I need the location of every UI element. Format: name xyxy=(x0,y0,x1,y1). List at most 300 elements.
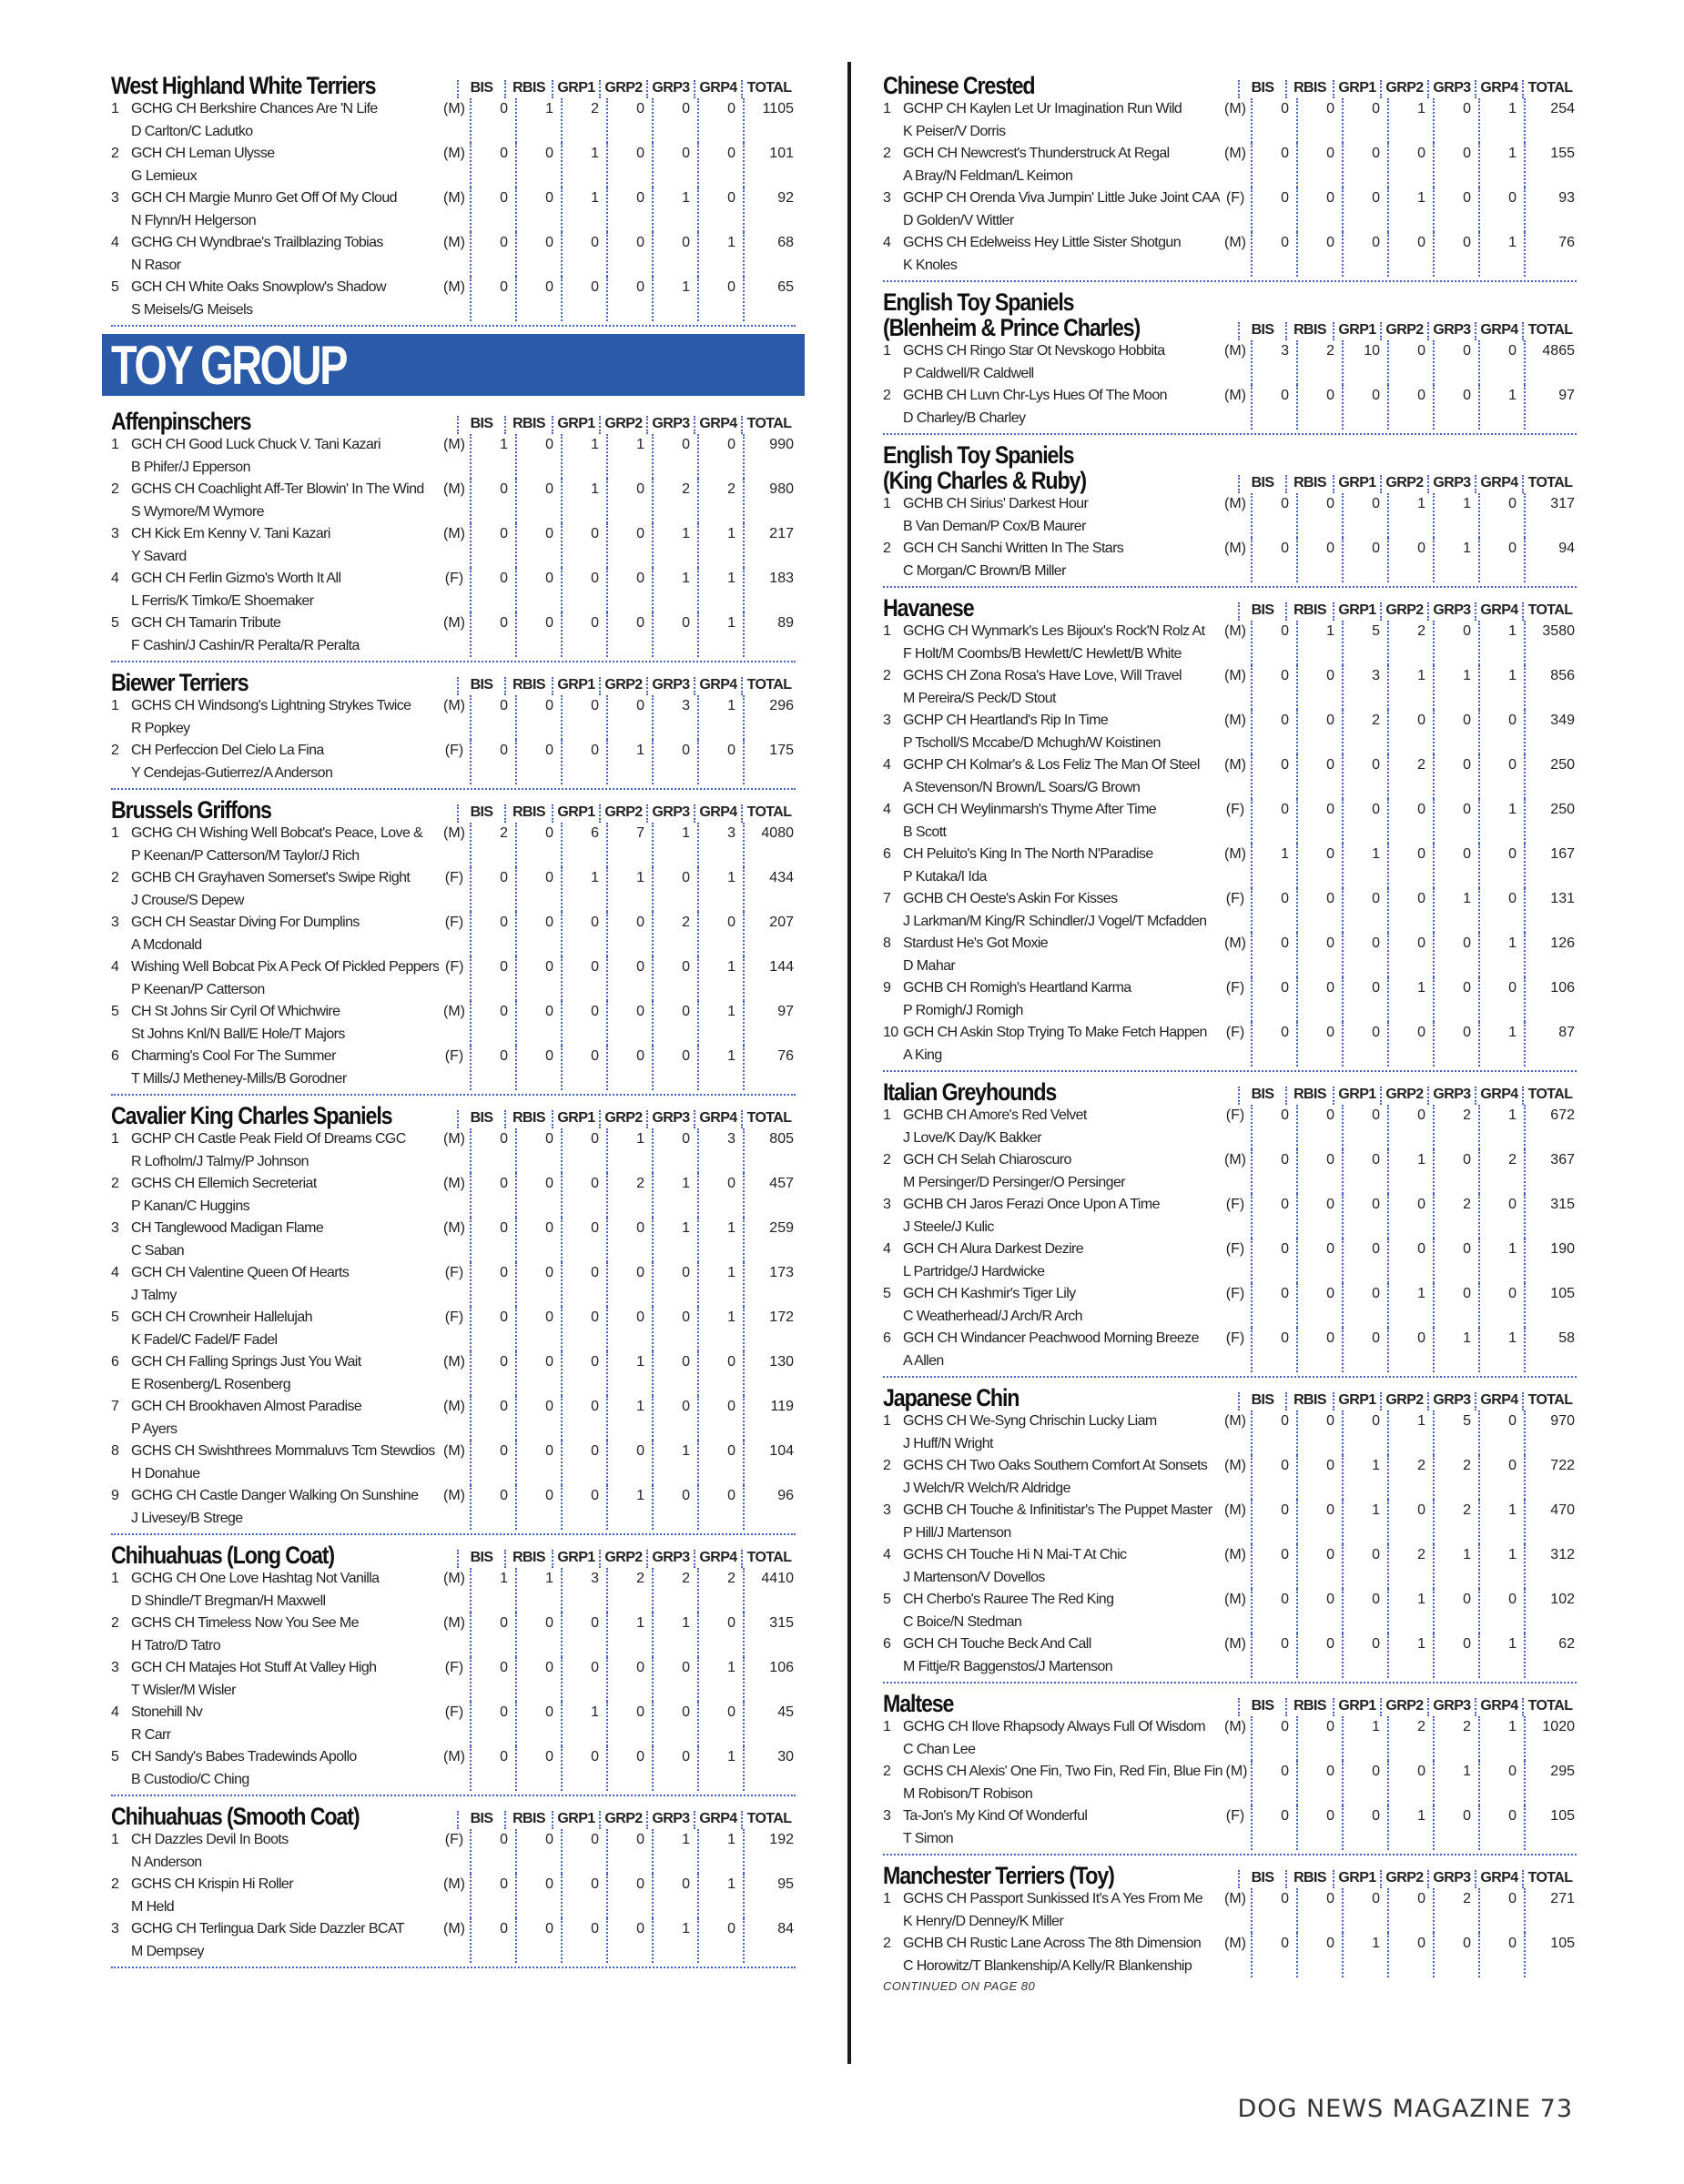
entry-row xyxy=(883,754,1577,799)
stat-rbis: 0 xyxy=(515,1829,561,1874)
dog-name: GCH CH Ferlin Gizmo's Worth It All xyxy=(131,571,341,586)
stat-header-total: TOTAL xyxy=(741,1811,796,1829)
stat-grp4: 0 xyxy=(1478,1933,1524,1977)
stat-header-grp1: GRP1 xyxy=(552,1110,599,1128)
stat-grp3: 1 xyxy=(652,1613,697,1657)
stat-cells xyxy=(1251,933,1577,977)
stat-grp3: 1 xyxy=(652,1173,697,1218)
entry-rank: 3 xyxy=(883,713,891,728)
stat-total: 457 xyxy=(743,1173,796,1218)
dog-name: GCHB CH Grayhaven Somerset's Swipe Right xyxy=(131,870,411,885)
stat-grp2: 2 xyxy=(1387,1716,1433,1761)
stat-header-rbis: RBIS xyxy=(504,80,552,98)
stat-total: 672 xyxy=(1524,1105,1577,1149)
stat-bis: 0 xyxy=(470,479,515,523)
owners: P Ayers xyxy=(131,1421,178,1437)
entry-row xyxy=(883,1105,1577,1149)
stat-header-total: TOTAL xyxy=(1522,475,1577,493)
stat-grp4: 0 xyxy=(1478,1194,1524,1239)
stat-grp3: 2 xyxy=(652,479,697,523)
stat-header-grp2: GRP2 xyxy=(1380,80,1427,98)
entry-rank: 7 xyxy=(883,891,891,906)
stat-total: 84 xyxy=(743,1918,796,1963)
stat-grp1: 0 xyxy=(561,1307,606,1351)
stat-header-grp4: GRP4 xyxy=(694,804,741,823)
stat-header-grp1: GRP1 xyxy=(1333,602,1380,621)
dog-name: GCHB CH Rustic Lane Across The 8th Dimension xyxy=(903,1936,1202,1951)
entry-rank: 6 xyxy=(111,1048,119,1064)
entry-row xyxy=(111,1657,796,1702)
dog-name: GCH CH White Oaks Snowplow's Shadow xyxy=(131,279,386,295)
stat-grp4: 1 xyxy=(697,523,743,568)
stat-grp2: 2 xyxy=(1387,621,1433,665)
stat-headers xyxy=(457,1550,796,1568)
dog-name: GCHS CH Timeless Now You See Me xyxy=(131,1615,359,1631)
entry-row xyxy=(111,867,796,912)
stat-header-grp1: GRP1 xyxy=(552,416,599,434)
owners: S Meisels/G Meisels xyxy=(131,301,253,318)
owners: N Flynn/H Helgerson xyxy=(131,212,257,228)
stat-cells xyxy=(470,1218,796,1262)
dog-name: GCHB CH Luvn Chr-Lys Hues Of The Moon xyxy=(903,388,1167,403)
sex: (M) xyxy=(443,437,465,452)
stat-header-rbis: RBIS xyxy=(1285,602,1333,621)
dog-name: GCHP CH Castle Peak Field Of Dreams CGC xyxy=(131,1131,406,1147)
sex: (M) xyxy=(1224,496,1246,511)
stat-grp3: 0 xyxy=(1433,710,1478,754)
entry-line xyxy=(111,277,439,299)
stat-grp1: 0 xyxy=(1342,187,1387,232)
stat-cells xyxy=(470,1829,796,1874)
entry-main xyxy=(883,1888,1220,1933)
dog-name: GCH CH Weylinmarsh's Thyme After Time xyxy=(903,802,1157,817)
stat-grp4: 1 xyxy=(1478,1328,1524,1372)
stat-grp3: 0 xyxy=(1433,232,1478,277)
stat-grp1: 0 xyxy=(1342,493,1387,538)
sex: (M) xyxy=(443,1399,465,1414)
stat-bis: 0 xyxy=(1251,493,1296,538)
stat-rbis: 0 xyxy=(515,823,561,867)
stat-rbis: 0 xyxy=(1296,143,1342,187)
stat-rbis: 0 xyxy=(1296,1500,1342,1544)
stat-header-bis: BIS xyxy=(1238,1698,1285,1716)
stat-grp2: 0 xyxy=(606,143,652,187)
entry-rank: 3 xyxy=(111,1660,119,1675)
stat-grp2: 0 xyxy=(1387,143,1433,187)
stat-total: 95 xyxy=(743,1874,796,1918)
stat-grp2: 1 xyxy=(1387,1149,1433,1194)
entry-rank: 2 xyxy=(883,668,891,683)
stat-rbis: 0 xyxy=(515,479,561,523)
sex: (F) xyxy=(445,959,464,975)
entry-main xyxy=(111,1262,439,1307)
stat-grp1: 1 xyxy=(1342,1500,1387,1544)
entry-rank: 3 xyxy=(111,1921,119,1936)
breed-title xyxy=(111,1804,409,1829)
owners: F Holt/M Coombs/B Hewlett/C Hewlett/B White xyxy=(903,645,1182,662)
entry-line xyxy=(111,1218,439,1240)
owners: F Cashin/J Cashin/R Peralta/R Peralta xyxy=(131,637,360,653)
entry-line xyxy=(883,1888,1220,1911)
entry-row xyxy=(111,1307,796,1351)
stat-grp4: 1 xyxy=(697,232,743,277)
stat-cells xyxy=(470,1657,796,1702)
stat-rbis: 0 xyxy=(515,568,561,612)
stat-total: 94 xyxy=(1524,538,1577,582)
stat-bis: 0 xyxy=(470,1218,515,1262)
stat-total: 4080 xyxy=(743,823,796,867)
stat-bis: 0 xyxy=(1251,1500,1296,1544)
stat-grp4: 1 xyxy=(697,612,743,657)
stat-rbis: 0 xyxy=(1296,385,1342,430)
stat-grp1: 0 xyxy=(1342,232,1387,277)
stat-grp2: 1 xyxy=(1387,1283,1433,1328)
stat-header-bis: BIS xyxy=(1238,475,1285,493)
stat-grp3: 1 xyxy=(652,523,697,568)
entry-rank: 6 xyxy=(883,846,891,862)
stat-bis: 0 xyxy=(470,1262,515,1307)
stat-grp2: 0 xyxy=(1387,1888,1433,1933)
entry-rank: 2 xyxy=(111,743,119,758)
stat-grp2: 1 xyxy=(1387,1633,1433,1678)
stat-header-grp4: GRP4 xyxy=(694,1550,741,1568)
owners: T Wisler/M Wisler xyxy=(131,1682,236,1698)
stat-bis: 0 xyxy=(1251,1761,1296,1805)
stat-cells xyxy=(1251,1455,1577,1500)
owners: P Kutaka/I Ida xyxy=(903,868,987,885)
entry-line xyxy=(111,823,439,845)
stat-grp3: 0 xyxy=(1433,187,1478,232)
stat-header-rbis: RBIS xyxy=(504,1550,552,1568)
stat-header-grp3: GRP3 xyxy=(1427,602,1475,621)
stat-grp1: 0 xyxy=(561,612,606,657)
stat-header-bis: BIS xyxy=(457,804,504,823)
dog-name: GCH CH Kashmir's Tiger Lily xyxy=(903,1286,1076,1301)
entry-main xyxy=(883,1633,1220,1678)
stat-headers xyxy=(457,416,796,434)
stat-total: 167 xyxy=(1524,844,1577,888)
stat-grp4: 0 xyxy=(1478,710,1524,754)
breed-section xyxy=(111,670,796,790)
entry-row xyxy=(111,1746,796,1791)
stat-bis: 0 xyxy=(1251,143,1296,187)
stat-total: 62 xyxy=(1524,1633,1577,1678)
owners: N Anderson xyxy=(131,1854,202,1870)
stat-grp3: 1 xyxy=(1433,1544,1478,1589)
stat-cells xyxy=(1251,1888,1577,1933)
sex: (M) xyxy=(443,1749,465,1764)
dog-name: GCHS CH Zona Rosa's Have Love, Will Travel xyxy=(903,668,1182,683)
stat-bis: 0 xyxy=(470,867,515,912)
stat-rbis: 0 xyxy=(1296,1194,1342,1239)
stat-header-grp4: GRP4 xyxy=(694,677,741,695)
dog-name: CH Perfeccion Del Cielo La Fina xyxy=(131,743,324,758)
entry-row xyxy=(883,888,1577,933)
entry-main xyxy=(883,1194,1220,1239)
stat-grp3: 0 xyxy=(1433,1805,1478,1850)
sex: (F) xyxy=(444,870,464,885)
entry-line xyxy=(111,143,439,166)
stat-headers xyxy=(1238,475,1577,493)
entry-line xyxy=(111,1657,439,1680)
entry-main xyxy=(111,867,439,912)
sex: (F) xyxy=(1225,1808,1245,1824)
stat-bis: 0 xyxy=(470,523,515,568)
stat-bis: 0 xyxy=(470,612,515,657)
stat-grp3: 1 xyxy=(652,1218,697,1262)
sex: (M) xyxy=(1224,235,1246,250)
stat-grp4: 1 xyxy=(1478,1105,1524,1149)
stat-grp1: 0 xyxy=(1342,1633,1387,1678)
owners: T Mills/J Metheney-Mills/B Gorodner xyxy=(131,1070,347,1087)
sex: (F) xyxy=(1225,1025,1245,1040)
breed-title xyxy=(883,73,1188,98)
stat-grp1: 0 xyxy=(1342,1194,1387,1239)
breed-header xyxy=(883,73,1577,98)
sex: (M) xyxy=(1224,1502,1246,1518)
stat-header-total: TOTAL xyxy=(1522,322,1577,340)
stat-header-grp3: GRP3 xyxy=(646,1811,694,1829)
stat-header-rbis: RBIS xyxy=(504,677,552,695)
stat-total: 3580 xyxy=(1524,621,1577,665)
stat-grp2: 0 xyxy=(606,1262,652,1307)
dog-name: GCHG CH Wyndbrae's Trailblazing Tobias xyxy=(131,235,383,250)
entry-main xyxy=(111,1046,439,1090)
entry-main xyxy=(111,479,439,523)
entry-main xyxy=(111,1874,439,1918)
stat-grp1: 0 xyxy=(1342,888,1387,933)
stat-cells xyxy=(470,232,796,277)
stat-grp1: 1 xyxy=(561,867,606,912)
stat-grp2: 1 xyxy=(1387,665,1433,710)
stat-total: 106 xyxy=(743,1657,796,1702)
entry-main xyxy=(111,1568,439,1613)
stat-header-grp3: GRP3 xyxy=(646,416,694,434)
breed-section xyxy=(883,1079,1577,1378)
entry-main xyxy=(883,754,1220,799)
entry-line xyxy=(111,187,439,210)
stat-header-grp1: GRP1 xyxy=(552,1550,599,1568)
stat-header-grp4: GRP4 xyxy=(694,416,741,434)
stat-grp3: 0 xyxy=(652,956,697,1001)
stat-total: 105 xyxy=(1524,1283,1577,1328)
dog-name: GCHS CH Alexis' One Fin, Two Fin, Red Fin, Blue Fin xyxy=(903,1764,1222,1779)
stat-grp2: 0 xyxy=(1387,1761,1433,1805)
entry-rank: 2 xyxy=(883,1152,891,1168)
stat-total: 97 xyxy=(1524,385,1577,430)
stat-total: 970 xyxy=(1524,1410,1577,1455)
entry-line xyxy=(111,1001,439,1024)
stat-cells xyxy=(470,277,796,321)
entry-line xyxy=(111,1702,439,1724)
entry-line xyxy=(111,912,439,935)
breed-header xyxy=(883,289,1577,340)
stat-grp3: 0 xyxy=(1433,1633,1478,1678)
stat-bis: 3 xyxy=(1251,340,1296,385)
entry-main xyxy=(883,1500,1220,1544)
sex: (F) xyxy=(444,915,464,930)
stat-headers xyxy=(457,80,796,98)
stat-grp3: 0 xyxy=(1433,1239,1478,1283)
breed-title xyxy=(111,73,409,98)
stat-cells xyxy=(1251,888,1577,933)
entry-row xyxy=(883,232,1577,277)
stat-grp2: 0 xyxy=(606,187,652,232)
stat-header-total: TOTAL xyxy=(1522,1870,1577,1888)
dog-name: GCH CH Margie Munro Get Off Of My Cloud xyxy=(131,190,397,206)
entry-rank: 4 xyxy=(111,1265,119,1280)
owners: B Phifer/J Epperson xyxy=(131,459,250,475)
stat-grp4: 0 xyxy=(1478,1761,1524,1805)
stat-total: 30 xyxy=(743,1746,796,1791)
stat-header-grp2: GRP2 xyxy=(599,1110,646,1128)
breed-name-line2: (Blenheim & Prince Charles) xyxy=(883,314,1141,341)
stat-total: 192 xyxy=(743,1829,796,1874)
stat-grp4: 0 xyxy=(697,1485,743,1530)
owners: J Steele/J Kulic xyxy=(903,1218,994,1235)
entry-row xyxy=(111,612,796,657)
entry-main xyxy=(111,956,439,1001)
stat-cells xyxy=(1251,1716,1577,1761)
stat-grp1: 0 xyxy=(1342,1239,1387,1283)
stat-total: 470 xyxy=(1524,1500,1577,1544)
stat-grp2: 0 xyxy=(1387,340,1433,385)
stat-grp4: 1 xyxy=(697,1307,743,1351)
stat-total: 102 xyxy=(1524,1589,1577,1633)
entry-rank: 4 xyxy=(111,571,119,586)
entry-main xyxy=(111,434,439,479)
sex: (M) xyxy=(443,235,465,250)
stat-grp2: 2 xyxy=(1387,1455,1433,1500)
stat-grp2: 0 xyxy=(1387,1328,1433,1372)
stat-bis: 1 xyxy=(470,1568,515,1613)
entry-main xyxy=(111,523,439,568)
entry-row xyxy=(883,1149,1577,1194)
stat-grp3: 0 xyxy=(652,434,697,479)
sex: (M) xyxy=(1224,343,1246,359)
stat-header-grp3: GRP3 xyxy=(646,677,694,695)
entry-line xyxy=(883,1589,1220,1612)
entry-row xyxy=(111,695,796,740)
stat-bis: 0 xyxy=(1251,1933,1296,1977)
stat-header-grp1: GRP1 xyxy=(1333,475,1380,493)
entry-row xyxy=(111,1173,796,1218)
entry-row xyxy=(883,844,1577,888)
stat-bis: 0 xyxy=(1251,538,1296,582)
stat-rbis: 0 xyxy=(1296,187,1342,232)
sex: (M) xyxy=(443,1176,465,1191)
stat-grp2: 0 xyxy=(1387,1105,1433,1149)
entry-line xyxy=(111,1046,439,1068)
stat-grp4: 0 xyxy=(697,912,743,956)
stat-grp2: 2 xyxy=(606,1173,652,1218)
entry-line xyxy=(111,98,439,121)
stat-cells xyxy=(470,740,796,784)
entry-row xyxy=(111,98,796,143)
entry-rank: 1 xyxy=(883,623,891,639)
entry-main xyxy=(883,1716,1220,1761)
entry-row xyxy=(111,1874,796,1918)
stat-grp1: 0 xyxy=(561,232,606,277)
sex: (M) xyxy=(443,101,465,116)
sex: (M) xyxy=(443,1443,465,1459)
owners: K Fadel/C Fadel/F Fadel xyxy=(131,1331,278,1348)
owners: P Kanan/C Huggins xyxy=(131,1198,250,1214)
stat-grp1: 5 xyxy=(1342,621,1387,665)
entry-line xyxy=(883,888,1220,911)
stat-rbis: 0 xyxy=(1296,1239,1342,1283)
entry-main xyxy=(883,1761,1222,1805)
stat-rbis: 0 xyxy=(1296,1455,1342,1500)
stat-header-grp4: GRP4 xyxy=(1475,1087,1522,1105)
entry-row xyxy=(111,912,796,956)
entry-line xyxy=(111,1351,439,1374)
entry-rank: 5 xyxy=(883,1592,891,1607)
stat-cells xyxy=(1251,1805,1577,1850)
entry-main xyxy=(883,1239,1220,1283)
entry-main xyxy=(111,612,439,657)
entry-main xyxy=(883,799,1220,844)
entry-rank: 4 xyxy=(111,1704,119,1720)
entry-line xyxy=(111,1128,439,1151)
stat-header-bis: BIS xyxy=(1238,1392,1285,1410)
stat-grp1: 0 xyxy=(1342,1805,1387,1850)
entry-rank: 1 xyxy=(883,1107,891,1123)
stat-total: 1020 xyxy=(1524,1716,1577,1761)
stat-cells xyxy=(470,1568,796,1613)
stat-grp2: 0 xyxy=(1387,538,1433,582)
owners: H Donahue xyxy=(131,1465,200,1481)
owners: C Saban xyxy=(131,1242,185,1259)
stat-grp3: 0 xyxy=(652,1307,697,1351)
stat-grp2: 0 xyxy=(1387,232,1433,277)
entry-line xyxy=(883,98,1220,121)
stat-grp1: 1 xyxy=(1342,844,1387,888)
entry-main xyxy=(883,1933,1220,1977)
entry-main xyxy=(111,277,439,321)
stat-cells xyxy=(1251,143,1577,187)
stat-total: 190 xyxy=(1524,1239,1577,1283)
entry-line xyxy=(883,1633,1220,1656)
stat-grp3: 0 xyxy=(652,1046,697,1090)
stat-header-grp2: GRP2 xyxy=(1380,1392,1427,1410)
dog-name: GCHS CH Passport Sunkissed It's A Yes From Me xyxy=(903,1891,1203,1906)
stat-rbis: 0 xyxy=(515,187,561,232)
stat-bis: 0 xyxy=(1251,665,1296,710)
stat-grp2: 0 xyxy=(606,1746,652,1791)
stat-grp4: 2 xyxy=(697,1568,743,1613)
stat-grp4: 0 xyxy=(1478,538,1524,582)
stat-grp4: 1 xyxy=(1478,1716,1524,1761)
entry-row xyxy=(883,1194,1577,1239)
owners: J Livesey/B Strege xyxy=(131,1510,243,1526)
stat-total: 76 xyxy=(743,1046,796,1090)
stat-grp1: 0 xyxy=(561,1001,606,1046)
stat-grp2: 0 xyxy=(606,1001,652,1046)
sex: (M) xyxy=(1224,623,1246,639)
stat-grp1: 0 xyxy=(1342,977,1387,1022)
stat-total: 105 xyxy=(1524,1933,1577,1977)
stat-grp3: 0 xyxy=(1433,98,1478,143)
stat-rbis: 0 xyxy=(515,143,561,187)
stat-rbis: 0 xyxy=(1296,1589,1342,1633)
entry-rank: 3 xyxy=(111,1220,119,1236)
stat-grp2: 1 xyxy=(606,1613,652,1657)
entry-row xyxy=(883,1239,1577,1283)
stat-grp3: 0 xyxy=(652,740,697,784)
stat-rbis: 0 xyxy=(515,612,561,657)
stat-grp2: 0 xyxy=(606,956,652,1001)
